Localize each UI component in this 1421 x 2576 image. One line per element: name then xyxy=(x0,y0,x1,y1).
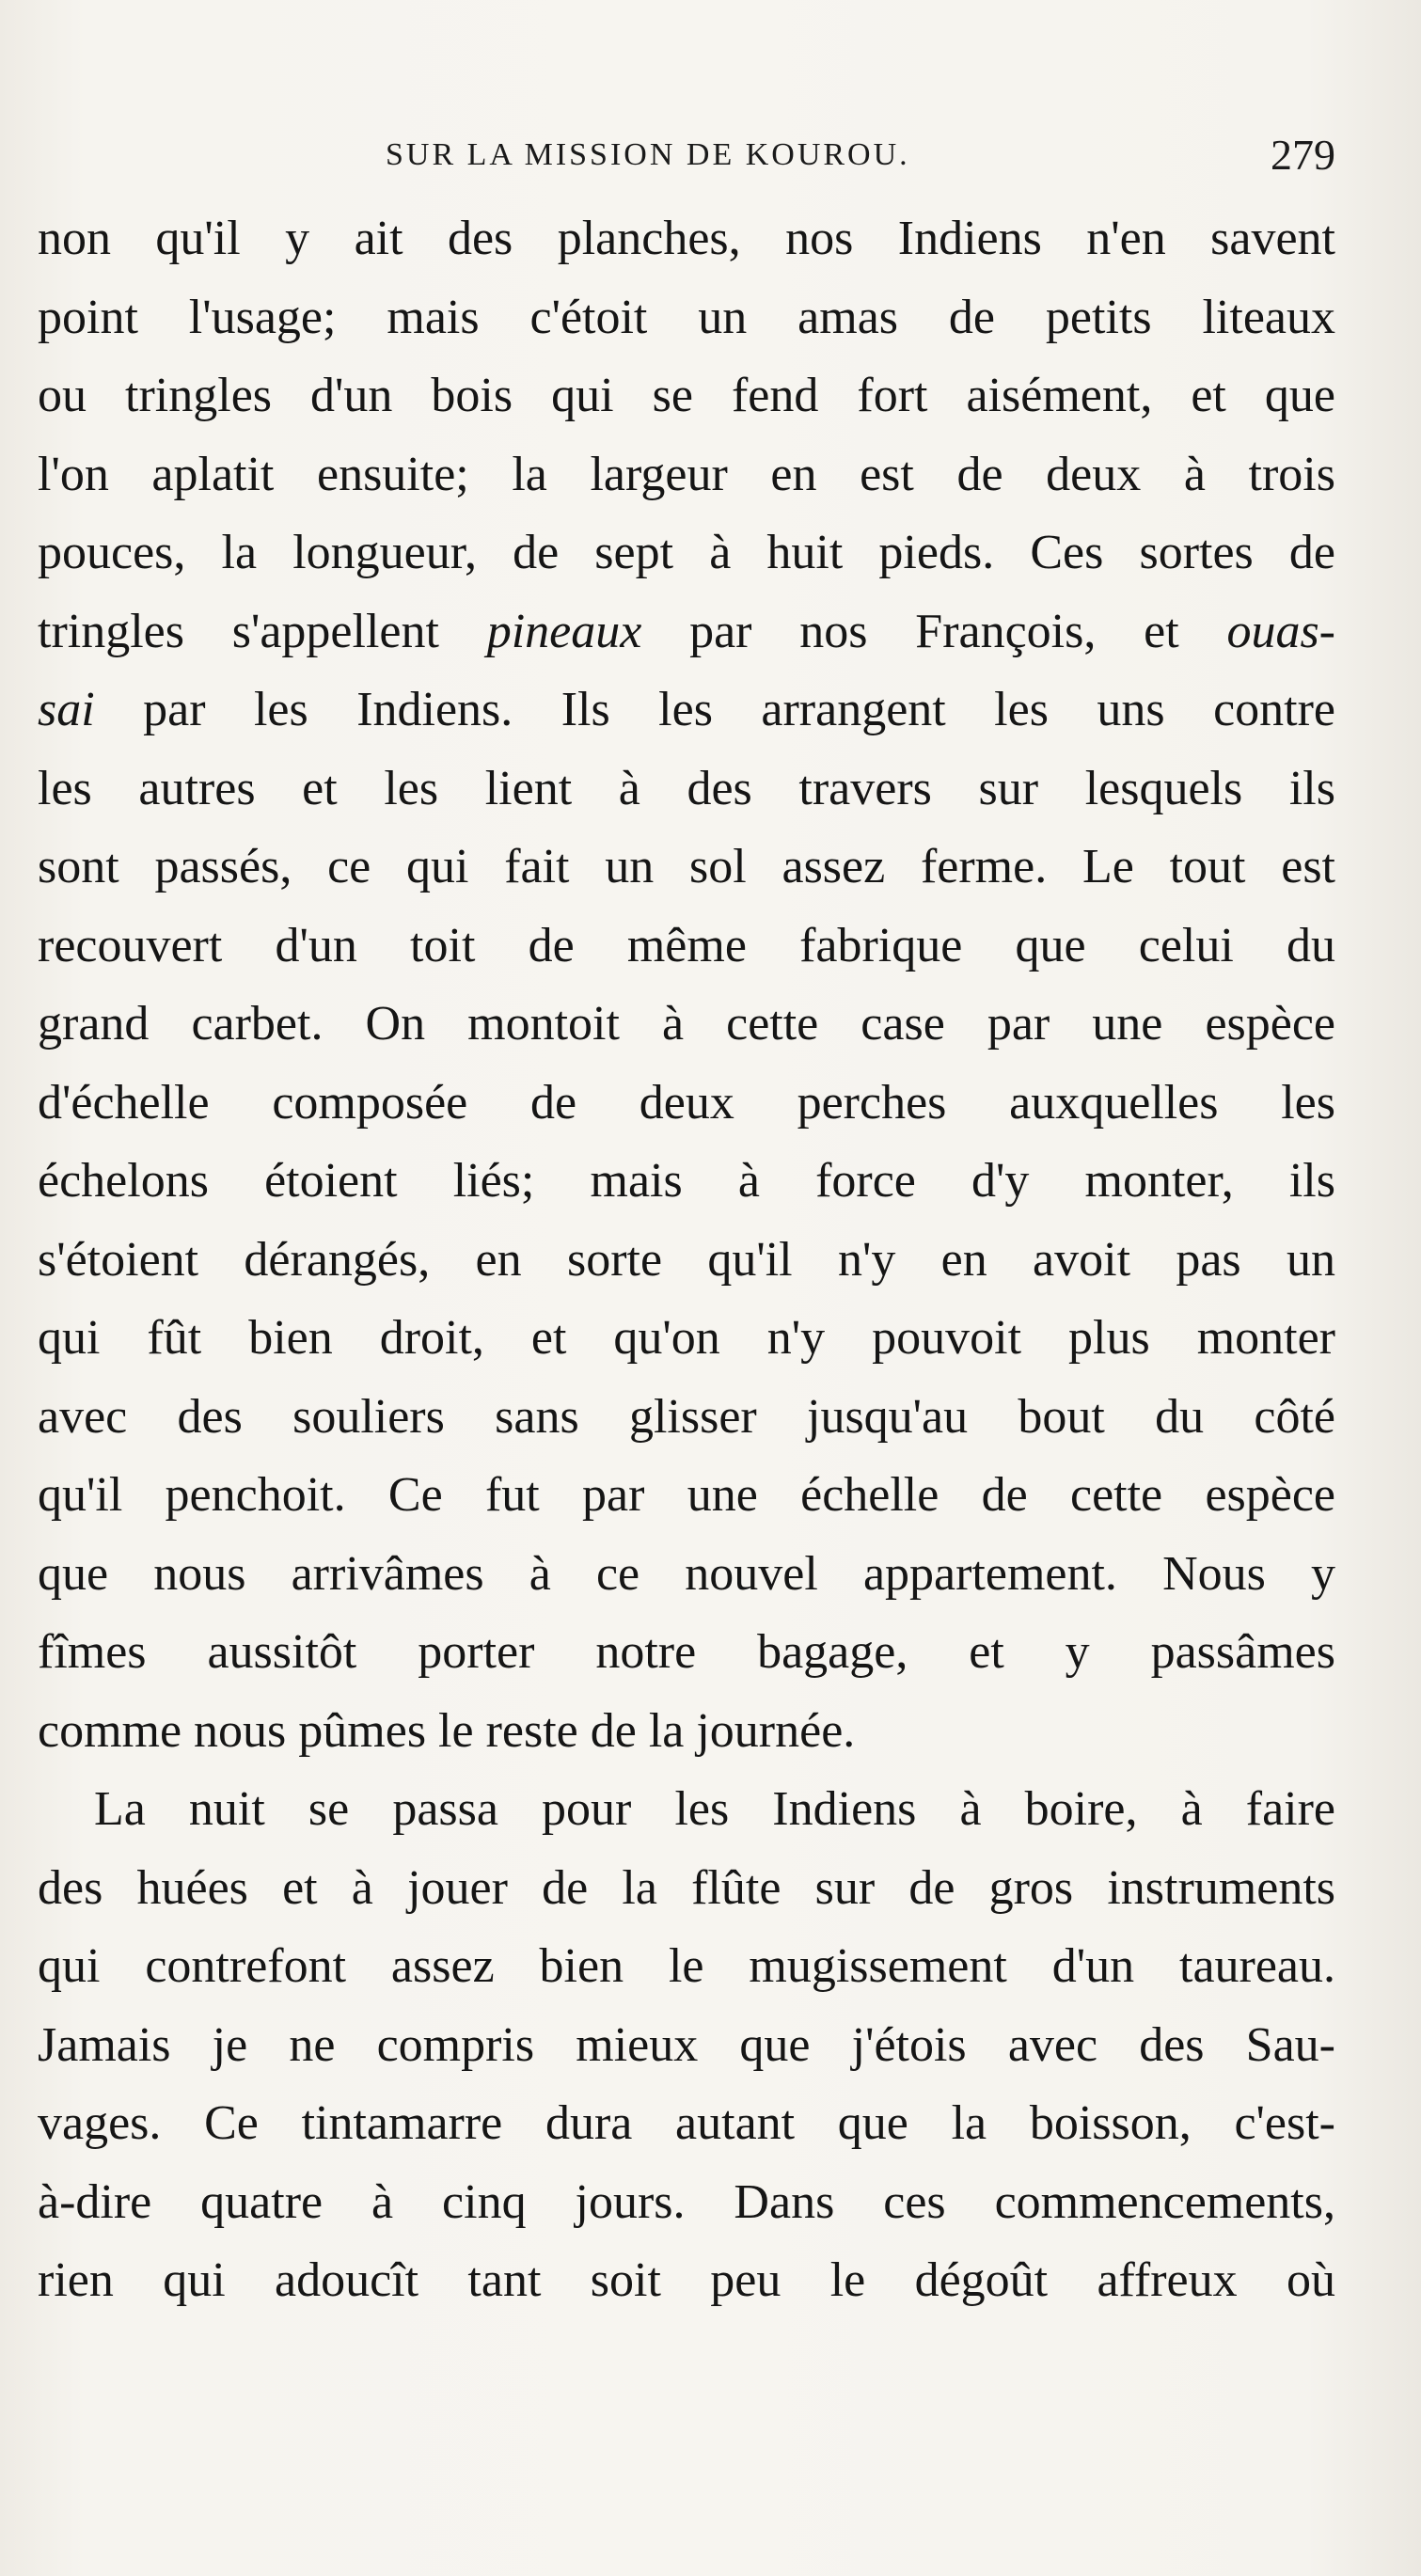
text-line: à-dire quatre à cinq jours. Dans ces commencements, xyxy=(38,2174,1335,2229)
text-line: vages. Ce tintamarre dura autant que la boisson, c'est- xyxy=(38,2096,1335,2150)
text-line: tringles s'appellent pineaux par nos François, et ouas- xyxy=(38,604,1335,658)
text-line: comme nous pûmes le reste de la journée. xyxy=(38,1703,856,1758)
italic-term: ouas- xyxy=(1226,604,1335,658)
text-line: fîmes aussitôt porter notre bagage, et y passâmes xyxy=(38,1625,1335,1679)
page-number: 279 xyxy=(1271,131,1335,179)
italic-term: sai xyxy=(38,683,95,736)
text-line: que nous arrivâmes à ce nouvel appartement. Nous y xyxy=(38,1546,1335,1601)
text-line: point l'usage; mais c'étoit un amas de petits liteaux xyxy=(38,290,1335,344)
text-line: échelons étoient liés; mais à force d'y monter, ils xyxy=(38,1154,1335,1208)
text-line: l'on aplatit ensuite; la largeur en est de deux à trois xyxy=(38,447,1335,501)
text-line: Jamais je ne compris mieux que j'étois avec des Sau- xyxy=(38,2017,1335,2072)
text-line: avec des souliers sans glisser jusqu'au bout du côté xyxy=(38,1389,1335,1444)
text-line: pouces, la longueur, de sept à huit pieds. Ces sortes de xyxy=(38,526,1335,579)
body-text xyxy=(38,199,1335,2320)
text-line: sai par les Indiens. Ils les arrangent les uns contre xyxy=(38,683,1335,736)
text-line: recouvert d'un toit de même fabrique que celui du xyxy=(38,918,1335,972)
text-line: s'étoient dérangés, en sorte qu'il n'y en avoit pas un xyxy=(38,1232,1335,1287)
text-line: La nuit se passa pour les Indiens à boire, à faire xyxy=(94,1782,1335,1836)
page-header xyxy=(38,127,1335,183)
text-line: grand carbet. On montoit à cette case par une espèce xyxy=(38,997,1335,1051)
text-line: qu'il penchoit. Ce fut par une échelle de cette espèce xyxy=(38,1468,1335,1522)
text-line: qui contrefont assez bien le mugissement d'un taureau. xyxy=(38,1939,1335,1993)
text-line: sont passés, ce qui fait un sol assez ferme. Le tout est xyxy=(38,840,1335,893)
running-head: SUR LA MISSION DE KOUROU. xyxy=(386,137,910,172)
text-line: d'échelle composée de deux perches auxquelles les xyxy=(38,1075,1335,1130)
text-line: qui fût bien droit, et qu'on n'y pouvoit plus monter xyxy=(38,1311,1335,1365)
text-line: non qu'il y ait des planches, nos Indiens n'en savent xyxy=(38,212,1335,265)
italic-term: pineaux xyxy=(486,604,642,658)
text-line: des huées et à jouer de la flûte sur de gros instruments xyxy=(38,1860,1335,1915)
text-line: rien qui adoucît tant soit peu le dégoût affreux où xyxy=(38,2253,1335,2307)
text-line: les autres et les lient à des travers sur lesquels ils xyxy=(38,761,1335,815)
text-line: ou tringles d'un bois qui se fend fort aisément, et que xyxy=(38,369,1335,422)
